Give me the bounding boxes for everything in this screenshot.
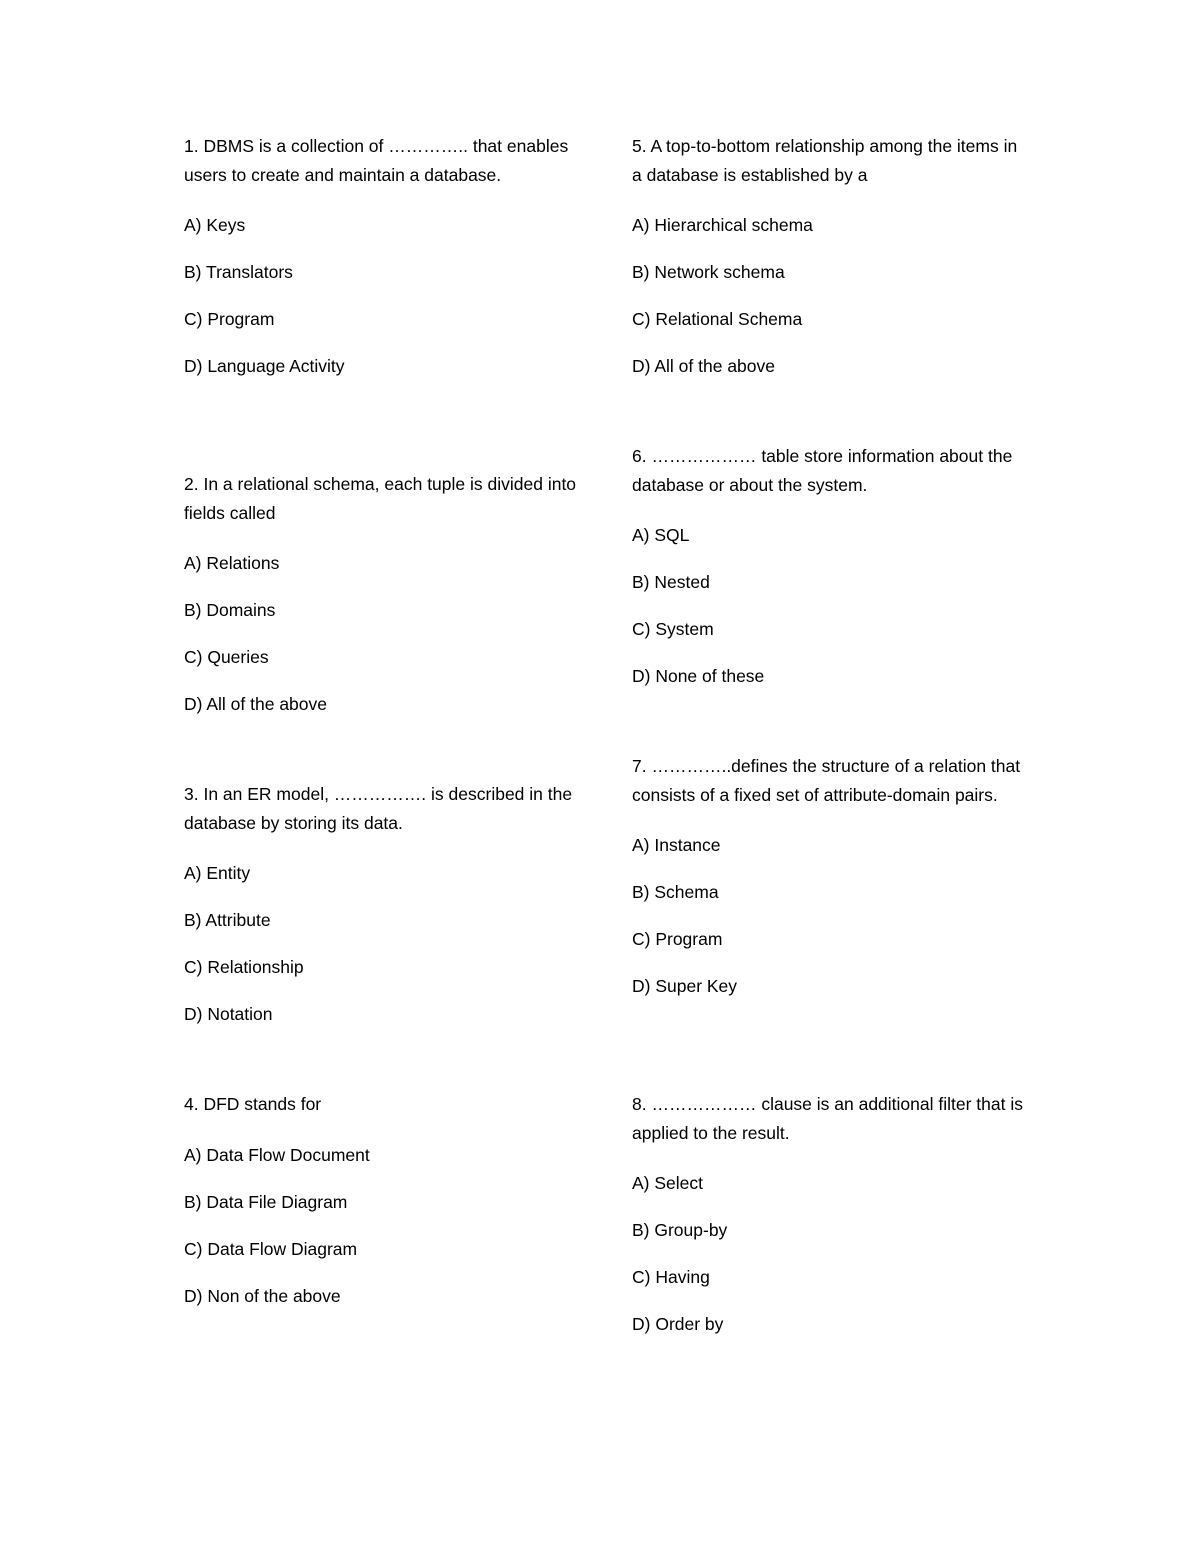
question-text: 5. A top-to-bottom relationship among the items in a database is established by a bbox=[632, 136, 1018, 185]
option-b: B) Group-by bbox=[632, 1220, 728, 1240]
question-4 bbox=[184, 1089, 579, 1307]
option-b: B) Schema bbox=[632, 882, 719, 902]
question-7 bbox=[632, 751, 1027, 997]
question-text: 7. …………..defines the structure of a relation that consists of a fixed set of attribute-domain pairs. bbox=[632, 756, 1021, 805]
question-text: 8. ……………… clause is an additional filter that is applied to the result. bbox=[632, 1094, 1023, 1143]
option-a: A) Data Flow Document bbox=[184, 1144, 370, 1165]
option-c: C) Data Flow Diagram bbox=[184, 1238, 358, 1259]
option-a: A) Instance bbox=[632, 835, 721, 855]
option-d: D) Super Key bbox=[632, 976, 738, 996]
option-d: D) Notation bbox=[184, 1004, 273, 1024]
option-c: C) Having bbox=[632, 1267, 710, 1287]
option-b: B) Data File Diagram bbox=[184, 1191, 348, 1212]
option-d: D) Order by bbox=[632, 1314, 724, 1334]
option-a: A) Hierarchical schema bbox=[632, 215, 813, 235]
question-text: 4. DFD stands for bbox=[184, 1094, 322, 1114]
option-d: D) None of these bbox=[632, 666, 765, 686]
option-a: A) Relations bbox=[184, 553, 280, 573]
question-8 bbox=[632, 1089, 1027, 1335]
option-c: C) Relational Schema bbox=[632, 309, 803, 329]
option-d: D) All of the above bbox=[184, 694, 327, 714]
question-text: 1. DBMS is a collection of ………….. that enables users to create and maintain a database. bbox=[184, 136, 569, 185]
option-a: A) Keys bbox=[184, 215, 246, 235]
option-b: B) Translators bbox=[184, 262, 293, 282]
question-1 bbox=[184, 131, 579, 377]
question-5 bbox=[632, 131, 1027, 377]
option-a: A) Select bbox=[632, 1173, 703, 1193]
option-a: A) Entity bbox=[184, 863, 251, 883]
option-c: C) System bbox=[632, 619, 714, 639]
option-b: B) Nested bbox=[632, 572, 710, 592]
question-text: 2. In a relational schema, each tuple is divided into fields called bbox=[184, 474, 577, 523]
option-c: C) Relationship bbox=[184, 957, 304, 977]
question-2 bbox=[184, 469, 579, 715]
option-d: D) Non of the above bbox=[184, 1285, 341, 1306]
option-c: C) Program bbox=[184, 309, 275, 329]
option-d: D) Language Activity bbox=[184, 356, 345, 376]
option-c: C) Queries bbox=[184, 647, 269, 667]
question-3 bbox=[184, 779, 579, 1025]
option-b: B) Attribute bbox=[184, 910, 271, 930]
question-6 bbox=[632, 441, 1027, 687]
option-c: C) Program bbox=[632, 929, 723, 949]
option-a: A) SQL bbox=[632, 525, 690, 545]
option-d: D) All of the above bbox=[632, 356, 775, 376]
option-b: B) Network schema bbox=[632, 262, 785, 282]
option-b: B) Domains bbox=[184, 600, 276, 620]
question-text: 6. ……………… table store information about the database or about the system. bbox=[632, 446, 1013, 495]
question-text: 3. In an ER model, ……………. is described in the database by storing its data. bbox=[184, 784, 573, 833]
